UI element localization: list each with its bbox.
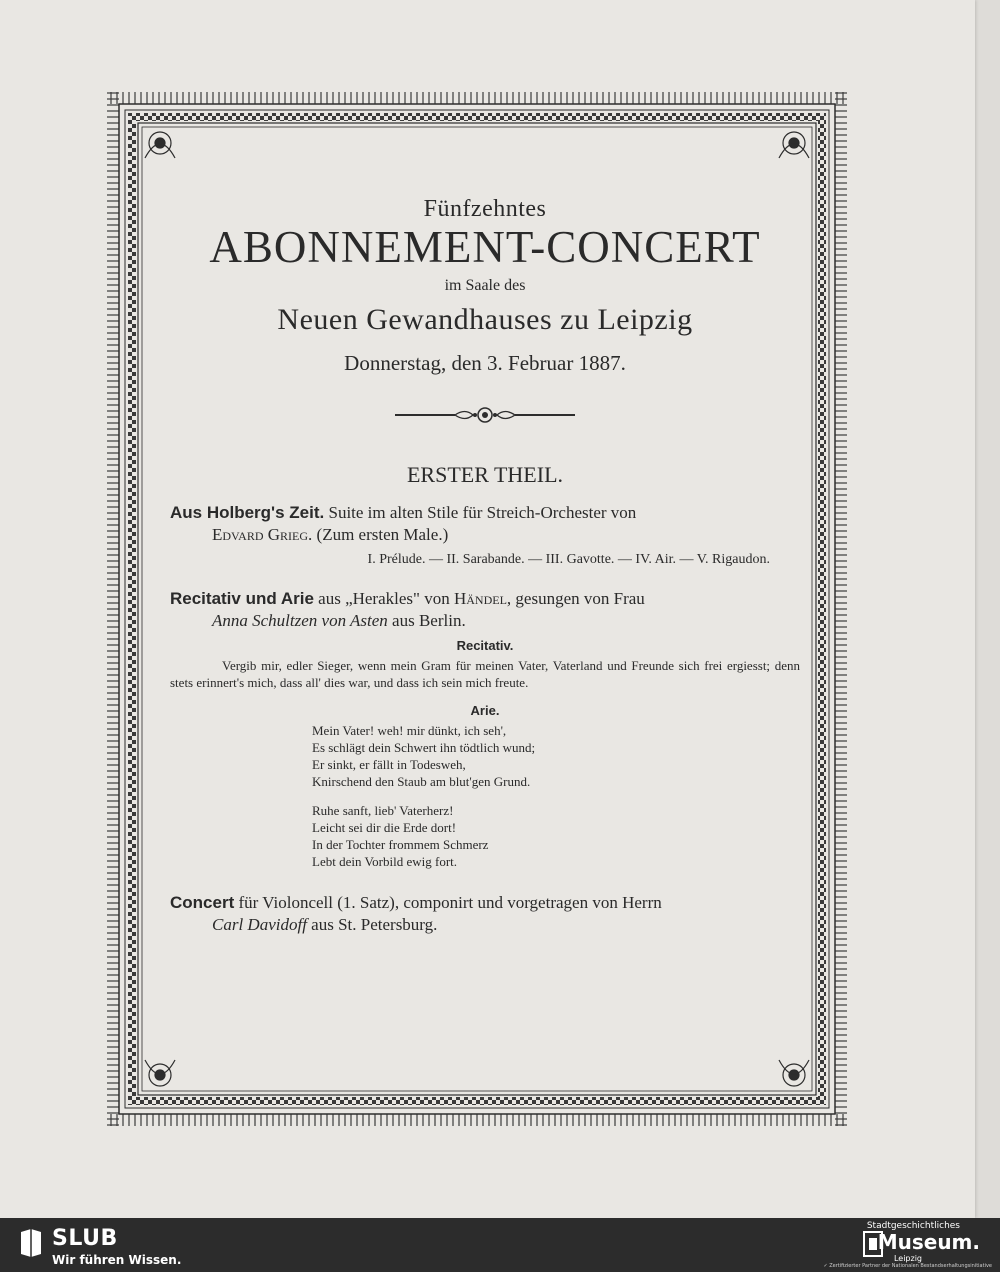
verse-line: Mein Vater! weh! mir dünkt, ich seh', [312,722,507,738]
singer-name: Anna Schultzen von Asten [212,610,388,630]
museum-city: Leipzig [893,1254,922,1263]
museum-label: Stadtgeschichtliches [866,1221,960,1231]
recitativ-text [170,657,800,691]
verse-line: Es schlägt dein Schwert ihn tödtlich wund; [312,739,536,755]
performer-origin: aus St. Petersburg. [311,914,438,934]
verse-line: Leicht sei dir die Erde dort! [312,819,457,835]
verse-line: Knirschend den Staub am blut'gen Grund. [312,773,531,789]
item-description: Suite im alten Stile für Streich-Orchester von [328,502,637,522]
item-description: für Violoncell (1. Satz), componirt und vorgetragen von Herrn [238,892,662,912]
recitativ-body: Vergib mir, edler Sieger, wenn mein Gram für meinen Vater, Vaterland und Freunde sich frei ergiesst; denn stets erinnert's mich, dass all' dies war, und dass ich sein mich freute. [170,657,800,690]
corner-ornament-icon [145,1060,175,1086]
item-description-cont: gesungen von Frau [515,588,645,608]
arie-heading: Arie. [470,702,500,718]
corner-ornament-icon [145,132,175,158]
recitativ-heading: Recitativ. [456,637,514,653]
arie-stanza-2 [312,802,800,870]
program-content [170,180,800,936]
museum-name[interactable]: Museum. [877,1230,980,1254]
item-title: Aus Holberg's Zeit. [170,502,325,522]
item-description: aus „Herakles" von [318,588,450,608]
venue-intro: im Saale des [444,276,526,294]
certification-note: ✓ Zertifizierter Partner der Nationalen Bestandserhaltungsinitiative [823,1263,992,1269]
slub-name[interactable]: SLUB [52,1226,118,1251]
performer-name: Carl Davidoff [212,914,307,934]
program-item-grieg [170,502,800,546]
singer-origin: aus Berlin. [392,610,466,630]
slub-logo-icon[interactable] [18,1228,44,1258]
composer-name: Händel, [453,588,512,608]
corner-ornament-icon [779,1060,809,1086]
part-heading: ERSTER THEIL. [406,461,564,487]
concert-date: Donnerstag, den 3. Februar 1887. [344,350,626,375]
venue-name: Neuen Gewandhauses zu Leipzig [277,302,693,336]
pre-title: Fünfzehntes [423,196,547,222]
arie-stanza-1 [312,722,800,790]
concert-title: ABONNEMENT-CONCERT [209,222,761,272]
verse-line: Ruhe sanft, lieb' Vaterherz! [312,802,454,818]
verse-line: Lebt dein Vorbild ewig fort. [312,853,458,869]
item-title: Recitativ und Arie [170,588,314,608]
footer-bar [0,1218,1000,1272]
divider-ornament-icon [395,406,575,424]
verse-line: Er sinkt, er fällt in Todesweh, [312,756,466,772]
item-title: Concert [170,892,235,912]
program-item-davidoff [170,892,800,936]
program-item-handel [170,588,800,632]
composer-name: Edvard Grieg. [212,524,313,544]
movement-list: I. Prélude. — II. Sarabande. — III. Gavotte. — IV. Air. — V. Rigaudon. [367,551,770,567]
premiere-note: (Zum ersten Male.) [316,524,449,544]
corner-ornament-icon [779,132,809,158]
verse-line: In der Tochter frommem Schmerz [312,836,489,852]
slub-tagline: Wir führen Wissen. [52,1253,182,1267]
